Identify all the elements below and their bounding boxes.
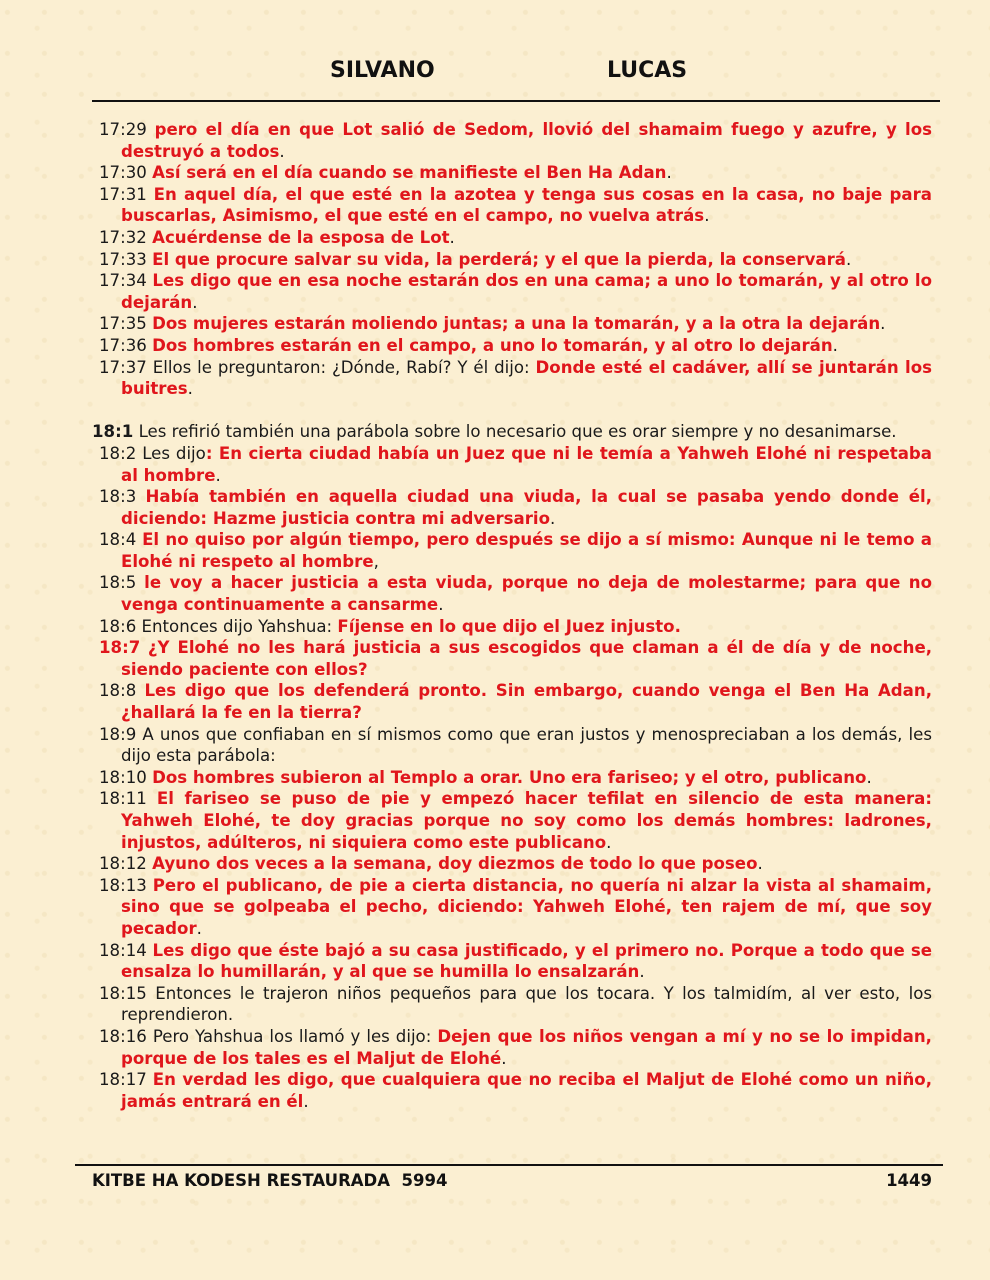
page-number: 1449: [886, 1171, 932, 1190]
header-author: SILVANO: [330, 58, 435, 83]
verse-18-5: 18:5 le voy a hacer justicia a esta viuda, porque no deja de molestarme; para que no venga continuamente a cansarme.: [99, 573, 932, 615]
verse-18-10: 18:10 Dos hombres subieron al Templo a orar. Uno era fariseo; y el otro, publicano.: [99, 767, 872, 787]
verse-17-37: 17:37 Ellos le preguntaron: ¿Dónde, Rabí? Y él dijo: Donde esté el cadáver, allí se juntarán los buitres.: [99, 357, 933, 399]
footer-title: KITBE HA KODESH RESTAURADA 5994: [92, 1171, 448, 1190]
verse-18-1: 18:1 Les refirió también una parábola sobre lo necesario que es orar siempre y no desanimarse.: [92, 422, 897, 442]
page-footer: [92, 1171, 932, 1193]
header-book: LUCAS: [607, 58, 688, 83]
verse-18-8: 18:8 Les digo que los defenderá pronto. Sin embargo, cuando venga el Ben Ha Adan, ¿hallará la fe en la tierra?: [99, 681, 932, 723]
verse-18-3: 18:3 Había también en aquella ciudad una viuda, la cual se pasaba yendo donde él, diciendo: Hazme justicia contra mi adversario.: [99, 487, 933, 528]
verse-18-7: 18:7 ¿Y Elohé no les hará justicia a sus escogidos que claman a él de día y de noche, siendo paciente con ellos?: [99, 638, 932, 679]
verse-18-9: 18:9 A unos que confiaban en sí mismos como que eran justos y menospreciaban a los demás, les dijo esta parábola:: [99, 724, 932, 766]
verse-body: [92, 119, 932, 1112]
verse-18-16: 18:16 Pero Yahshua los llamó y les dijo: Dejen que los niños vengan a mí y no se lo impidan, porque de los tales es el Maljut de Elohé.: [99, 1026, 932, 1068]
footer-rule: [75, 1164, 943, 1166]
verse-17-33: 17:33 El que procure salvar su vida, la perderá; y el que la pierda, la conservará.: [99, 249, 852, 269]
verse-18-15: 18:15 Entonces le trajeron niños pequeños para que los tocara. Y los talmidím, al ver esto, los reprendieron.: [99, 983, 932, 1025]
verse-17-36: 17:36 Dos hombres estarán en el campo, a uno lo tomarán, y al otro lo dejarán.: [99, 335, 838, 355]
verse-18-13: 18:13 Pero el publicano, de pie a cierta distancia, no quería ni alzar la vista al shamaim, sino que se golpeaba el pecho, diciendo: Yahweh Elohé, ten rajem de mí, que soy pecador.: [99, 875, 932, 938]
verse-18-6: 18:6 Entonces dijo Yahshua: Fíjense en lo que dijo el Juez injusto.: [99, 616, 681, 636]
chapter-gap: [92, 400, 932, 422]
verse-18-2: 18:2 Les dijo: En cierta ciudad había un Juez que ni le temía a Yahweh Elohé ni respetaba al hombre.: [99, 443, 933, 485]
verse-18-11: 18:11 El fariseo se puso de pie y empezó hacer tefilat en silencio de esta manera: Yahweh Elohé, te doy gracias porque no soy como los demás hombres: ladrones, injustos, adúlteros, ni siquiera como este publicano.: [99, 789, 932, 852]
verse-17-31: 17:31 En aquel día, el que esté en la azotea y tenga sus cosas en la casa, no baje para buscarlas, Asimismo, el que esté en el campo, no vuelva atrás.: [99, 184, 932, 226]
verse-18-17: 18:17 En verdad les digo, que cualquiera que no reciba el Maljut de Elohé como un niño, jamás entrará en él.: [99, 1070, 932, 1111]
page-header: [0, 58, 990, 90]
verse-17-35: 17:35 Dos mujeres estarán moliendo juntas; a una la tomarán, y a la otra la dejarán.: [99, 314, 886, 334]
verse-17-29: 17:29 pero el día en que Lot salió de Sedom, llovió del shamaim fuego y azufre, y los destruyó a todos.: [99, 120, 933, 161]
header-rule: [92, 100, 940, 102]
verse-17-34: 17:34 Les digo que en esa noche estarán dos en una cama; a uno lo tomarán, y al otro lo dejarán.: [99, 271, 932, 312]
verse-17-32: 17:32 Acuérdense de la esposa de Lot.: [99, 227, 455, 247]
verse-18-4: 18:4 El no quiso por algún tiempo, pero después se dijo a sí mismo: Aunque ni le temo a Elohé ni respeto al hombre,: [99, 530, 932, 571]
verse-18-12: 18:12 Ayuno dos veces a la semana, doy diezmos de todo lo que poseo.: [99, 854, 763, 874]
verse-18-14: 18:14 Les digo que éste bajó a su casa justificado, y el primero no. Porque a todo que se ensalza lo humillarán, y al que se humilla lo ensalzarán.: [99, 940, 932, 982]
verse-17-30: 17:30 Así será en el día cuando se manifieste el Ben Ha Adan.: [99, 163, 672, 183]
